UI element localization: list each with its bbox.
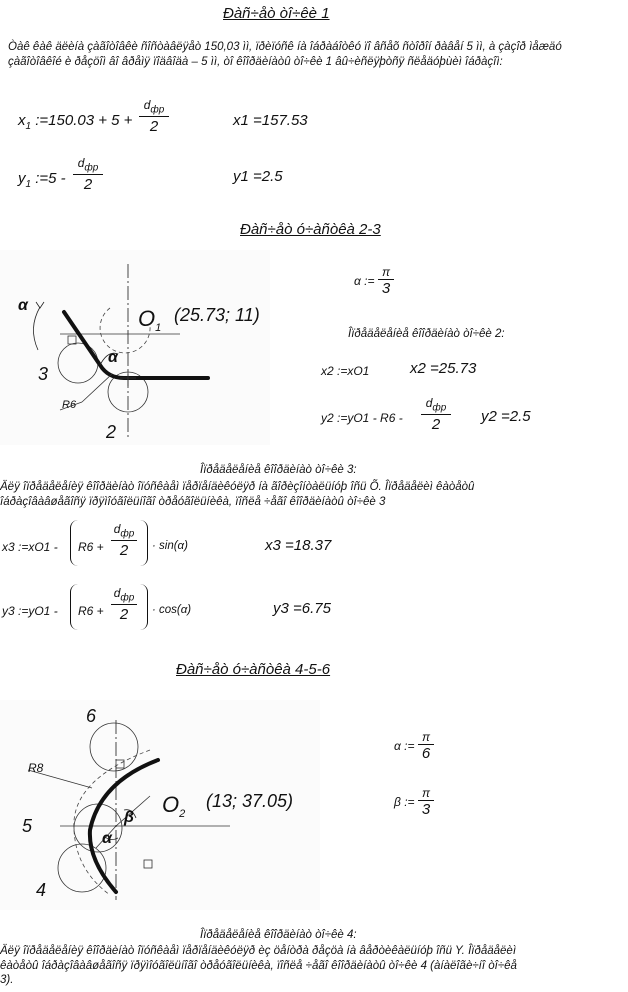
x1-expr: :=150.03 + 5 +	[35, 112, 133, 129]
x3-formula: x3 :=xO1 -	[2, 540, 58, 554]
alpha-fraction	[378, 265, 394, 297]
point3-heading: Îïðåäåëåíèå êîîðäèíàò òî÷êè 3:	[200, 464, 357, 476]
point-label-2: 2	[106, 422, 117, 442]
alpha-numerator-2: π	[421, 730, 431, 744]
center-label-o1: $O_1$	[138, 306, 162, 334]
center-coords-o1: (25.73; 11)	[174, 305, 260, 325]
x3-trig: · sin(α)	[152, 540, 188, 552]
fraction-denominator: 2	[119, 542, 129, 560]
point-label-5: 5	[22, 816, 33, 836]
alpha-numerator: π	[381, 265, 391, 279]
y2-result: y2 =2.5	[481, 408, 531, 425]
y2-fraction	[418, 396, 454, 433]
y2-formula: y2 :=yO1 - R6 -	[321, 411, 403, 425]
x3-result: x3 =18.37	[265, 537, 332, 554]
y3-trig: · cos(α)	[152, 604, 192, 616]
y1-sub: 1	[25, 179, 32, 190]
alpha-fraction-2	[418, 730, 434, 762]
point4-paragraph: Äëÿ îïðåäåëåíèÿ êîîðäèíàò îïóñêàåì ïåðïåíäèêóëÿð èç öåíòðà ðåçöà íà âåðòèêàëüíóþ îñü Y. Îïðåäåëèì êàòåòû îáðàçîâàâøåãîñÿ ïðÿìîóãîëüíîãî òðåóãîëüíèêà, ïîñëå ÷åãî êîîðäèíàòû òî÷êè 4 (àíàëîãè÷íî òî÷êå 3).	[0, 945, 517, 986]
tool-path-diagram-4-5-6	[0, 700, 330, 910]
beta-denominator: 3	[421, 801, 431, 818]
y3-result: y3 =6.75	[273, 600, 331, 617]
y1-result: y1 =2.5	[233, 168, 283, 185]
section2-title: Ðàñ÷åò ó÷àñòêà 2-3	[240, 221, 381, 238]
dfr-var: d	[425, 396, 433, 410]
x1-formula	[18, 112, 132, 132]
y1-formula	[18, 170, 66, 190]
alpha-denominator-2: 6	[421, 745, 431, 762]
alpha-denominator: 3	[381, 280, 391, 297]
y3-r6: R6 +	[78, 604, 104, 618]
point4-heading: Îïðåäåëåíèå êîîðäèíàò òî÷êè 4:	[200, 929, 357, 941]
beta-definition: β :=	[394, 795, 415, 809]
center-label-o2: $O_2$	[162, 792, 186, 820]
diagram-beta: β	[124, 809, 134, 826]
dfr-sub: фр	[120, 528, 135, 540]
fraction-denominator: 2	[83, 176, 93, 194]
y3-formula: y3 :=yO1 -	[2, 604, 58, 618]
point3-paragraph: Äëÿ îïðåäåëåíèÿ êîîðäèíàò îïóñêàåì ïåðïåíäèêóëÿð íà ãîðèçîíòàëüíóþ îñü Õ. Îïðåäåëèì êàòåòû îáðàçîâàâøåãîñÿ ïðÿìîóãîëüíîãî òðåóãîëüíèêà, ïîñëå ÷åãî êîîðäèíàòû òî÷êè 3	[0, 481, 475, 508]
radius-label-r6: R6	[62, 399, 77, 411]
diagram-alpha-right: α	[108, 349, 118, 366]
alpha-definition-2: α :=	[394, 739, 415, 753]
beta-numerator: π	[421, 786, 431, 800]
dfr-sub: фр	[84, 162, 99, 174]
diagram-alpha: α	[102, 830, 112, 847]
dfr-var: d	[143, 98, 151, 112]
section3-title: Ðàñ÷åò ó÷àñòêà 4-5-6	[176, 661, 331, 678]
fraction-denominator: 2	[431, 416, 441, 434]
point-label-6: 6	[86, 706, 97, 726]
section1-paragraph: Òàê êàê äëèíà çàãîòîâêè ñîñòàâëÿåò 150,03 ìì, ïðèïóñê íà îáðàáîòêó ïî âñåõ ñòîðîí ðàâåí 5 ìì, à çàçîð ìåæäó çàãîòîâêîé è ðåçöîì âî âðåìÿ ïîäâîäà – 5 ìì, òî êîîðäèíàòû òî÷êè 1 âû÷èñëÿþòñÿ ñëåäóþùèì îáðàçîì:	[8, 41, 562, 68]
section1-title: Ðàñ÷åò òî÷êè 1	[223, 5, 330, 22]
point-label-4: 4	[36, 880, 47, 900]
dfr-sub: фр	[150, 104, 165, 116]
x1-sub: 1	[25, 121, 32, 132]
alpha-definition: α :=	[354, 274, 375, 288]
x1-fraction	[136, 98, 172, 135]
y3-fraction	[108, 586, 140, 623]
x2-result: x2 =25.73	[410, 360, 477, 377]
tool-path-diagram-2-3	[0, 250, 280, 445]
center-coords-o2: (13; 37.05)	[206, 791, 294, 811]
x2-formula: x2 :=xO1	[321, 364, 370, 378]
point2-heading: Îïðåäåëåíèå êîîðäèíàò òî÷êè 2:	[348, 328, 505, 340]
dfr-sub: фр	[120, 592, 135, 604]
dfr-var: d	[113, 586, 121, 600]
radius-label-r8: R8	[28, 761, 44, 775]
fraction-denominator: 2	[149, 118, 159, 136]
y1-var: y	[18, 170, 26, 187]
x3-fraction	[108, 522, 140, 559]
diagram-alpha-left: α	[18, 297, 28, 314]
y1-fraction	[70, 156, 106, 193]
fraction-denominator: 2	[119, 606, 129, 624]
y1-expr: :=5 -	[35, 170, 66, 187]
x3-r6: R6 +	[78, 540, 104, 554]
x1-var: x	[18, 112, 26, 129]
x1-result: x1 =157.53	[233, 112, 308, 129]
dfr-var: d	[113, 522, 121, 536]
dfr-var: d	[77, 156, 85, 170]
dfr-sub: фр	[432, 402, 447, 414]
beta-fraction	[418, 786, 434, 818]
point-label-3: 3	[38, 364, 49, 384]
